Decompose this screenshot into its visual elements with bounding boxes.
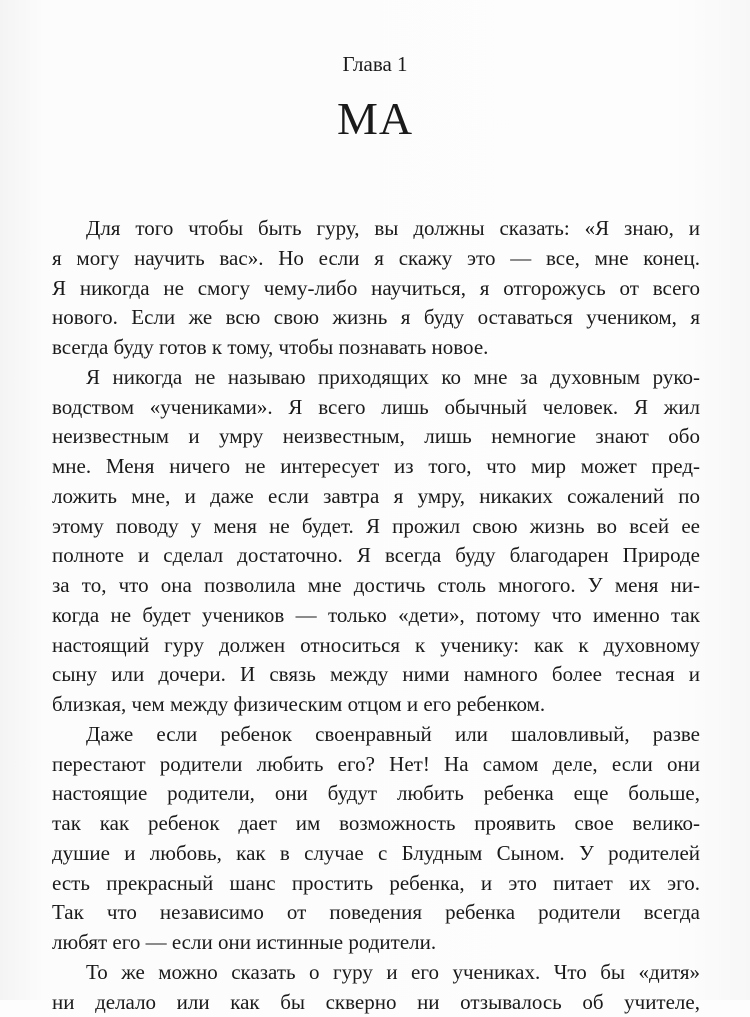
text-line: Я никогда не называю приходящих ко мне за духовным руко- [52, 363, 700, 393]
chapter-title: МА [0, 92, 750, 145]
text-line: Так что независимо от поведения ребенка родители всегда [52, 898, 700, 928]
text-line: настоящий гуру должен относиться к ученику: как к духовному [52, 631, 700, 661]
text-line: перестают родители любить его? Нет! На самом деле, если они [52, 750, 700, 780]
text-line: этому поводу у меня не будет. Я прожил свою жизнь во всей ее [52, 512, 700, 542]
text-line: когда не будет учеников — только «дети», потому что именно так [52, 601, 700, 631]
text-line: То же можно сказать о гуру и его учениках. Что бы «дитя» [52, 958, 700, 988]
text-line: водством «учениками». Я всего лишь обычный человек. Я жил [52, 393, 700, 423]
text-line: душие и любовь, как в случае с Блудным Сыном. У родителей [52, 839, 700, 869]
text-line: мне. Меня ничего не интересует из того, что мир может пред- [52, 452, 700, 482]
chapter-label: Глава 1 [0, 52, 750, 77]
text-line: любят его — если они истинные родители. [52, 928, 700, 958]
text-line: за то, что она позволила мне достичь столь многого. У меня ни- [52, 571, 700, 601]
text-line: полноте и сделал достаточно. Я всегда буду благодарен Природе [52, 541, 700, 571]
text-line: Я никогда не смогу чему-либо научиться, я отгорожусь от всего [52, 274, 700, 304]
body-text [52, 214, 700, 1017]
text-line: ложить мне, и даже если завтра я умру, никаких сожалений по [52, 482, 700, 512]
text-line: неизвестным и умру неизвестным, лишь немногие знают обо [52, 422, 700, 452]
text-line: есть прекрасный шанс простить ребенка, и это питает их эго. [52, 869, 700, 899]
text-line: сыну или дочери. И связь между ними намного более тесная и [52, 660, 700, 690]
text-line: настоящие родители, они будут любить ребенка еще больше, [52, 779, 700, 809]
text-line: Даже если ребенок своенравный или шаловливый, разве [52, 720, 700, 750]
text-line: нового. Если же всю свою жизнь я буду оставаться учеником, я [52, 303, 700, 333]
text-line: ни делало или как бы скверно ни отзывалось об учителе, [52, 988, 700, 1017]
text-line: я могу научить вас». Но если я скажу это — все, мне конец. [52, 244, 700, 274]
text-line: всегда буду готов к тому, чтобы познавать новое. [52, 333, 700, 363]
text-line: близкая, чем между физическим отцом и его ребенком. [52, 690, 700, 720]
text-line: Для того чтобы быть гуру, вы должны сказать: «Я знаю, и [52, 214, 700, 244]
text-line: так как ребенок дает им возможность проявить свое велико- [52, 809, 700, 839]
